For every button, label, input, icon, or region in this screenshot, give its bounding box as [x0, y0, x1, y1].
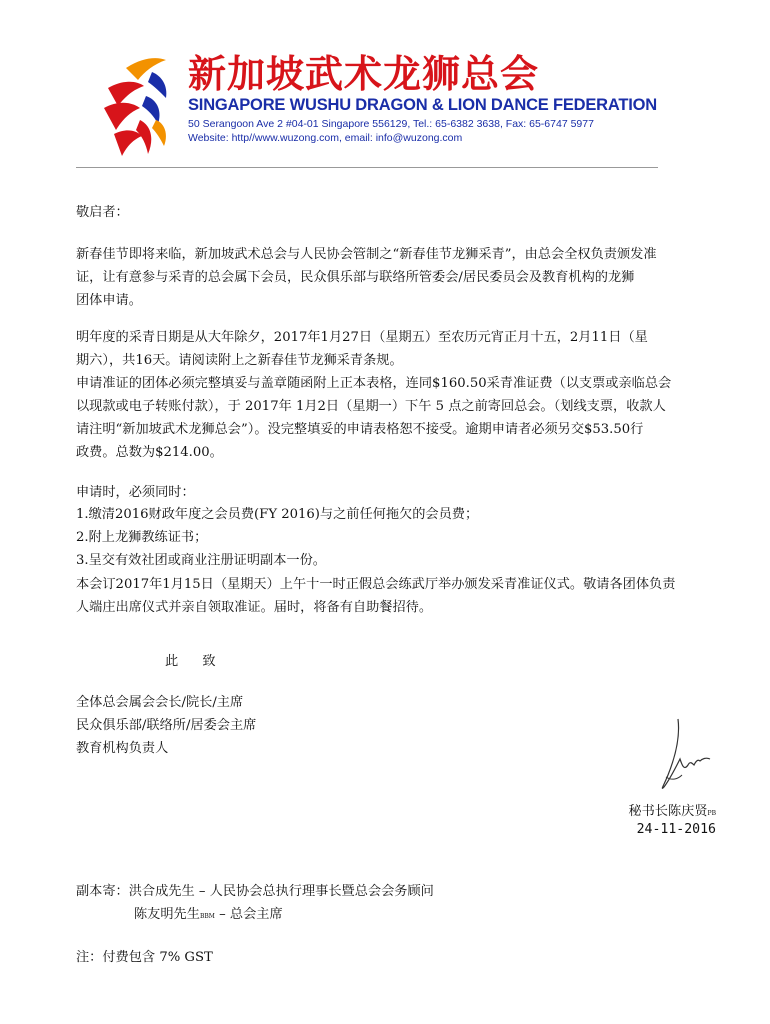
signatory-name-text: 秘书长陈庆贤	[628, 804, 708, 819]
para3-line: 人端庄出席仪式并亲自领取准证。届时，将备有自助餐招待。	[76, 600, 433, 615]
closing-salutation: 此 致	[165, 654, 226, 669]
list-item: 3.呈交有效社团或商业注册证明副本一份。	[76, 553, 326, 568]
handwritten-signature	[650, 715, 720, 795]
recipient: 教育机构负责人	[76, 741, 169, 756]
paragraph-ceremony	[76, 573, 716, 619]
copy-to-line-2	[134, 903, 283, 922]
para2-line: 请注明“新加坡武术龙狮总会”）。没完整填妥的申请表格恕不接受。逾期申请者必须另交$53.50行	[76, 422, 644, 437]
copy-to-line-1: 副本寄：洪合成先生 – 人民协会总执行理事长暨总会会务顾问	[76, 884, 434, 899]
para1-line: 新春佳节即将来临，新加坡武术总会与人民协会管制之“新春佳节龙狮采青”，由总会全权负责颁发准	[76, 247, 657, 262]
recipient: 民众俱乐部/联络所/居委会主席	[76, 718, 257, 733]
paragraph-dates-fees	[76, 326, 716, 464]
para2-line: 申请准证的团体必须完整填妥与盖章随函附上正本表格，连同$160.50采青准证费（以支票或亲临总会	[76, 376, 672, 391]
greeting: 敬启者：	[76, 205, 129, 220]
recipients-list	[76, 691, 716, 760]
org-name-chinese: 新加坡武术龙狮总会	[188, 52, 540, 96]
org-website: Website: http//www.wuzong.com, email: info@wuzong.com	[188, 132, 463, 144]
para2-line: 以现款或电子转账付款），于 2017年 1月2日（星期一）下午 5 点之前寄回总会。（划线支票，收款人	[76, 399, 666, 414]
letter-date: 24-11-2016	[636, 822, 716, 837]
org-name-english: SINGAPORE WUSHU DRAGON & LION DANCE FEDERATION	[188, 96, 658, 114]
para1-line: 证，让有意参与采青的总会属下会员，民众俱乐部与联络所管委会/居民委员会及教育机构的龙狮	[76, 270, 635, 285]
list-item: 2.附上龙狮教练证书；	[76, 530, 208, 545]
application-requirements-title: 申请时，必须同时：	[76, 485, 195, 500]
requirements-list	[76, 503, 716, 572]
para1-line: 团体申请。	[76, 293, 142, 308]
copy2-honour: BBM	[199, 913, 215, 920]
para2-line: 期六），共16天。请阅读附上之新春佳节龙狮采青条规。	[76, 353, 403, 368]
signatory-honour: PB	[707, 810, 716, 817]
fee-note: 注：付费包含 7% GST	[76, 950, 213, 965]
copy2-name: 陈友明先生	[134, 907, 200, 922]
letterhead-divider	[76, 167, 658, 168]
list-item: 1.缴清2016财政年度之会员费(FY 2016)与之前任何拖欠的会员费；	[76, 507, 479, 522]
org-address: 50 Serangoon Ave 2 #04-01 Singapore 556129, Tel.: 65-6382 3638, Fax: 65-6747 5977	[188, 118, 594, 130]
para3-line: 本会订2017年1月15日（星期天）上午十一时正假总会练武厅举办颁发采青准证仪式。敬请各团体负责	[76, 577, 676, 592]
letterhead	[96, 50, 676, 170]
federation-logo	[96, 50, 184, 162]
recipient: 全体总会属会会长/院长/主席	[76, 695, 244, 710]
para2-line: 政费。总数为$214.00。	[76, 445, 223, 460]
copy2-role: – 总会主席	[214, 907, 283, 922]
para2-line: 明年度的采青日期是从大年除夕，2017年1月27日（星期五）至农历元宵正月十五，2月11日（星	[76, 330, 648, 345]
paragraph-intro	[76, 243, 716, 312]
signatory-name	[628, 800, 716, 819]
